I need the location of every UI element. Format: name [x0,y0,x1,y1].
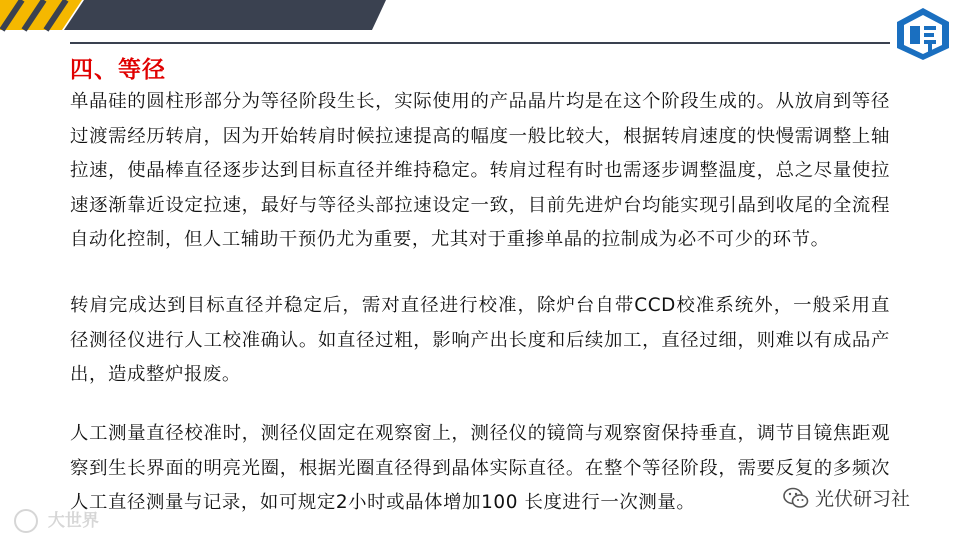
watermark-logo-icon [14,509,38,533]
paragraph-2: 转肩完成达到目标直径并稳定后，需对直径进行校准，除炉台自带CCD校准系统外，一般采用直径测径仪进行人工校准确认。如直径过粗，影响产出长度和后续加工，直径过细，则难以有成品产出，造成整炉报废。 [70,295,890,386]
paragraph-3: 人工测量直径校准时，测径仪固定在观察窗上，测径仪的镜筒与观察窗保持垂直，调节目镜焦距观察到生长界面的明亮光圈，根据光圈直径得到晶体实际直径。在整个等径阶段，需要反复的多频次人工直径测量与记录，如可规定2小时或晶体增加100 长度进行一次测量。 [70,423,890,514]
watermark-left-text: 大世界 [47,511,99,531]
watermark-right [783,484,910,511]
watermark-right-text: 光伏研习社 [815,488,911,510]
wechat-icon [783,487,809,509]
header-banner [0,0,960,46]
logo [893,6,953,62]
slide-title: 四、等径 [70,57,166,83]
paragraph-1: 单晶硅的圆柱形部分为等径阶段生长，实际使用的产品晶片均是在这个阶段生成的。从放肩到等径过渡需经历转肩，因为开始转肩时候拉速提高的幅度一般比较大，根据转肩速度的快慢需调整上轴拉速，使晶棒直径逐步达到目标直径并维持稳定。转肩过程有时也需逐步调整温度，总之尽量使拉速逐渐靠近设定拉速，最好与等径头部拉速设定一致，目前先进炉台均能实现引晶到收尾的全流程自动化控制，但人工辅助干预仍尤为重要，尤其对于重掺单晶的拉制成为必不可少的环节。 [70,91,890,251]
header-dark-bar [64,0,386,30]
watermark-left [14,506,99,533]
